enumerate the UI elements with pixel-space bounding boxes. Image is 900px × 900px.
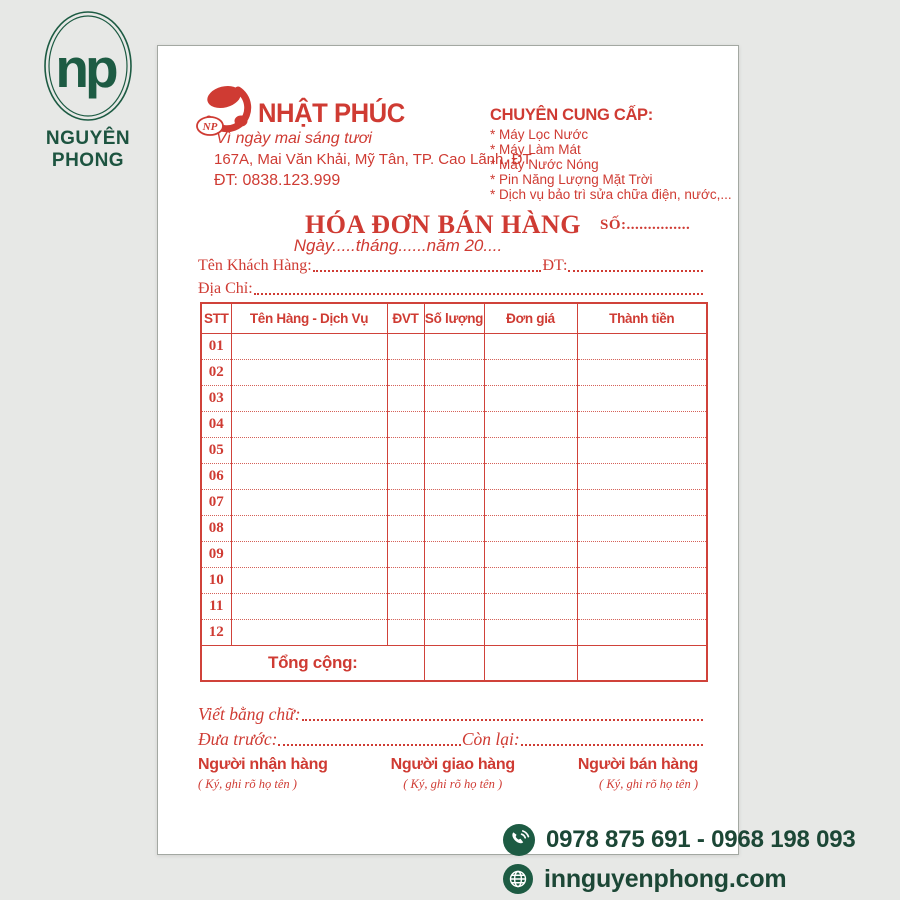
signature-block	[198, 756, 328, 792]
total-quantity-cell	[424, 645, 484, 681]
unit-price-cell	[484, 359, 577, 385]
item-name-cell	[231, 385, 387, 411]
table-row	[201, 567, 707, 593]
table-row	[201, 463, 707, 489]
amount-cell	[577, 593, 707, 619]
item-name-cell	[231, 489, 387, 515]
total-unit-price-cell	[484, 645, 577, 681]
unit-cell	[387, 541, 424, 567]
item-name-cell	[231, 541, 387, 567]
company-name: NHẬT PHÚC	[258, 98, 405, 128]
invoice-date-line: Ngày.....tháng......năm 20....	[293, 236, 503, 255]
unit-price-cell	[484, 385, 577, 411]
quantity-cell	[424, 437, 484, 463]
amount-cell	[577, 489, 707, 515]
signature-note: ( Ký, ghi rõ họ tên )	[403, 777, 503, 791]
row-number: 06	[201, 463, 231, 489]
quantity-cell	[424, 359, 484, 385]
signature-block	[391, 756, 515, 792]
table-header-cell: Đơn giá	[484, 303, 577, 333]
advance-label: Đưa trước:	[198, 729, 278, 749]
table-header-cell: Số lượng	[424, 303, 484, 333]
quantity-cell	[424, 489, 484, 515]
unit-price-cell	[484, 515, 577, 541]
dotted-line	[568, 270, 703, 272]
unit-price-cell	[484, 463, 577, 489]
service-item: * Máy Lọc Nước	[490, 127, 589, 142]
quantity-cell	[424, 567, 484, 593]
item-name-cell	[231, 463, 387, 489]
customer-phone-label: ĐT:	[542, 257, 568, 274]
item-name-cell	[231, 515, 387, 541]
row-number: 03	[201, 385, 231, 411]
amount-in-words-label: Viết bằng chữ:	[198, 704, 301, 724]
unit-price-cell	[484, 437, 577, 463]
unit-cell	[387, 437, 424, 463]
unit-price-cell	[484, 489, 577, 515]
table-header-row	[201, 303, 707, 333]
unit-cell	[387, 333, 424, 359]
row-number: 05	[201, 437, 231, 463]
quantity-cell	[424, 515, 484, 541]
customer-address-label: Địa Chỉ:	[198, 280, 253, 297]
items-body	[201, 333, 707, 645]
brand-watermark	[8, 8, 168, 172]
table-header-cell: ĐVT	[387, 303, 424, 333]
svg-text:NP: NP	[202, 121, 218, 133]
services-heading: CHUYÊN CUNG CẤP:	[490, 106, 653, 124]
amount-cell	[577, 619, 707, 645]
service-item: * Pin Năng Lượng Mặt Trời	[490, 172, 653, 187]
quantity-cell	[424, 593, 484, 619]
footer-website	[503, 864, 786, 894]
amount-cell	[577, 333, 707, 359]
row-number: 10	[201, 567, 231, 593]
dotted-line	[313, 270, 542, 272]
dotted-line	[278, 744, 460, 746]
amount-cell	[577, 515, 707, 541]
table-row	[201, 385, 707, 411]
unit-cell	[387, 359, 424, 385]
unit-cell	[387, 385, 424, 411]
amount-cell	[577, 359, 707, 385]
footer-phone	[503, 824, 856, 856]
table-header-cell: Tên Hàng - Dịch Vụ	[231, 303, 387, 333]
item-name-cell	[231, 437, 387, 463]
table-header-cell: STT	[201, 303, 231, 333]
table-row	[201, 593, 707, 619]
np-monogram: np	[55, 37, 115, 99]
row-number: 04	[201, 411, 231, 437]
table-row	[201, 515, 707, 541]
amount-cell	[577, 463, 707, 489]
table-row	[201, 437, 707, 463]
brand-name: NGUYÊN PHONG	[45, 128, 131, 171]
amount-cell	[577, 541, 707, 567]
signature-note: ( Ký, ghi rõ họ tên )	[198, 777, 297, 791]
signature-title: Người giao hàng	[390, 756, 515, 773]
table-row	[201, 541, 707, 567]
remaining-label: Còn lại:	[461, 729, 520, 749]
signature-block	[578, 756, 704, 792]
invoice-title: HÓA ĐƠN BÁN HÀNG	[305, 210, 581, 239]
unit-price-cell	[484, 567, 577, 593]
service-item: * Máy Làm Mát	[490, 142, 581, 157]
customer-address-line	[198, 280, 704, 298]
row-number: 02	[201, 359, 231, 385]
quantity-cell	[424, 541, 484, 567]
unit-price-cell	[484, 619, 577, 645]
quantity-cell	[424, 333, 484, 359]
amount-cell	[577, 437, 707, 463]
table-row	[201, 359, 707, 385]
quantity-cell	[424, 463, 484, 489]
item-name-cell	[231, 593, 387, 619]
signature-title: Người bán hàng	[577, 756, 698, 773]
signature-title: Người nhận hàng	[198, 756, 328, 773]
company-address: 167A, Mai Văn Khải, Mỹ Tân, TP. Cao Lãnh, ĐT	[214, 151, 532, 168]
table-row	[201, 489, 707, 515]
row-number: 12	[201, 619, 231, 645]
unit-price-cell	[484, 541, 577, 567]
table-header-cell: Thành tiền	[577, 303, 707, 333]
company-phone: ĐT: 0838.123.999	[214, 172, 341, 189]
unit-cell	[387, 619, 424, 645]
quantity-cell	[424, 411, 484, 437]
item-name-cell	[231, 359, 387, 385]
unit-cell	[387, 567, 424, 593]
footer-phone-numbers: 0978 875 691 - 0968 198 093	[546, 826, 856, 853]
phone-icon	[503, 824, 535, 856]
brand-oval-logo	[8, 8, 168, 124]
customer-name-line	[198, 257, 704, 275]
amount-cell	[577, 385, 707, 411]
quantity-cell	[424, 385, 484, 411]
unit-cell	[387, 489, 424, 515]
items-table	[200, 302, 708, 682]
amount-in-words-line	[198, 705, 704, 724]
item-name-cell	[231, 619, 387, 645]
row-number: 08	[201, 515, 231, 541]
amount-cell	[577, 567, 707, 593]
total-amount-cell	[577, 645, 707, 681]
total-row	[201, 645, 707, 681]
total-label: Tổng cộng:	[201, 645, 424, 681]
invoice-paper	[157, 45, 739, 855]
dotted-line	[521, 744, 703, 746]
item-name-cell	[231, 333, 387, 359]
amount-cell	[577, 411, 707, 437]
item-name-cell	[231, 567, 387, 593]
signatures-row	[198, 756, 704, 792]
footer-website-url: innguyenphong.com	[544, 864, 787, 893]
signature-note: ( Ký, ghi rõ họ tên )	[599, 777, 698, 791]
unit-price-cell	[484, 333, 577, 359]
quantity-cell	[424, 619, 484, 645]
company-tagline: Vì ngày mai sáng tươi	[216, 130, 372, 147]
service-item: * Dịch vụ bảo trì sửa chữa điện, nước,...	[490, 187, 732, 202]
row-number: 01	[201, 333, 231, 359]
unit-cell	[387, 593, 424, 619]
row-number: 11	[201, 593, 231, 619]
unit-cell	[387, 515, 424, 541]
row-number: 07	[201, 489, 231, 515]
table-row	[201, 411, 707, 437]
service-item: * Máy Nước Nóng	[490, 157, 599, 172]
unit-price-cell	[484, 411, 577, 437]
dotted-line	[302, 719, 703, 721]
unit-cell	[387, 411, 424, 437]
invoice-number-label: SỐ:...............	[600, 217, 691, 233]
globe-icon	[503, 864, 533, 894]
unit-cell	[387, 463, 424, 489]
row-number: 09	[201, 541, 231, 567]
table-row	[201, 333, 707, 359]
dotted-line	[254, 293, 703, 295]
table-row	[201, 619, 707, 645]
advance-line	[198, 730, 704, 749]
services-list	[490, 127, 732, 202]
customer-name-label: Tên Khách Hàng:	[198, 257, 312, 274]
unit-price-cell	[484, 593, 577, 619]
item-name-cell	[231, 411, 387, 437]
